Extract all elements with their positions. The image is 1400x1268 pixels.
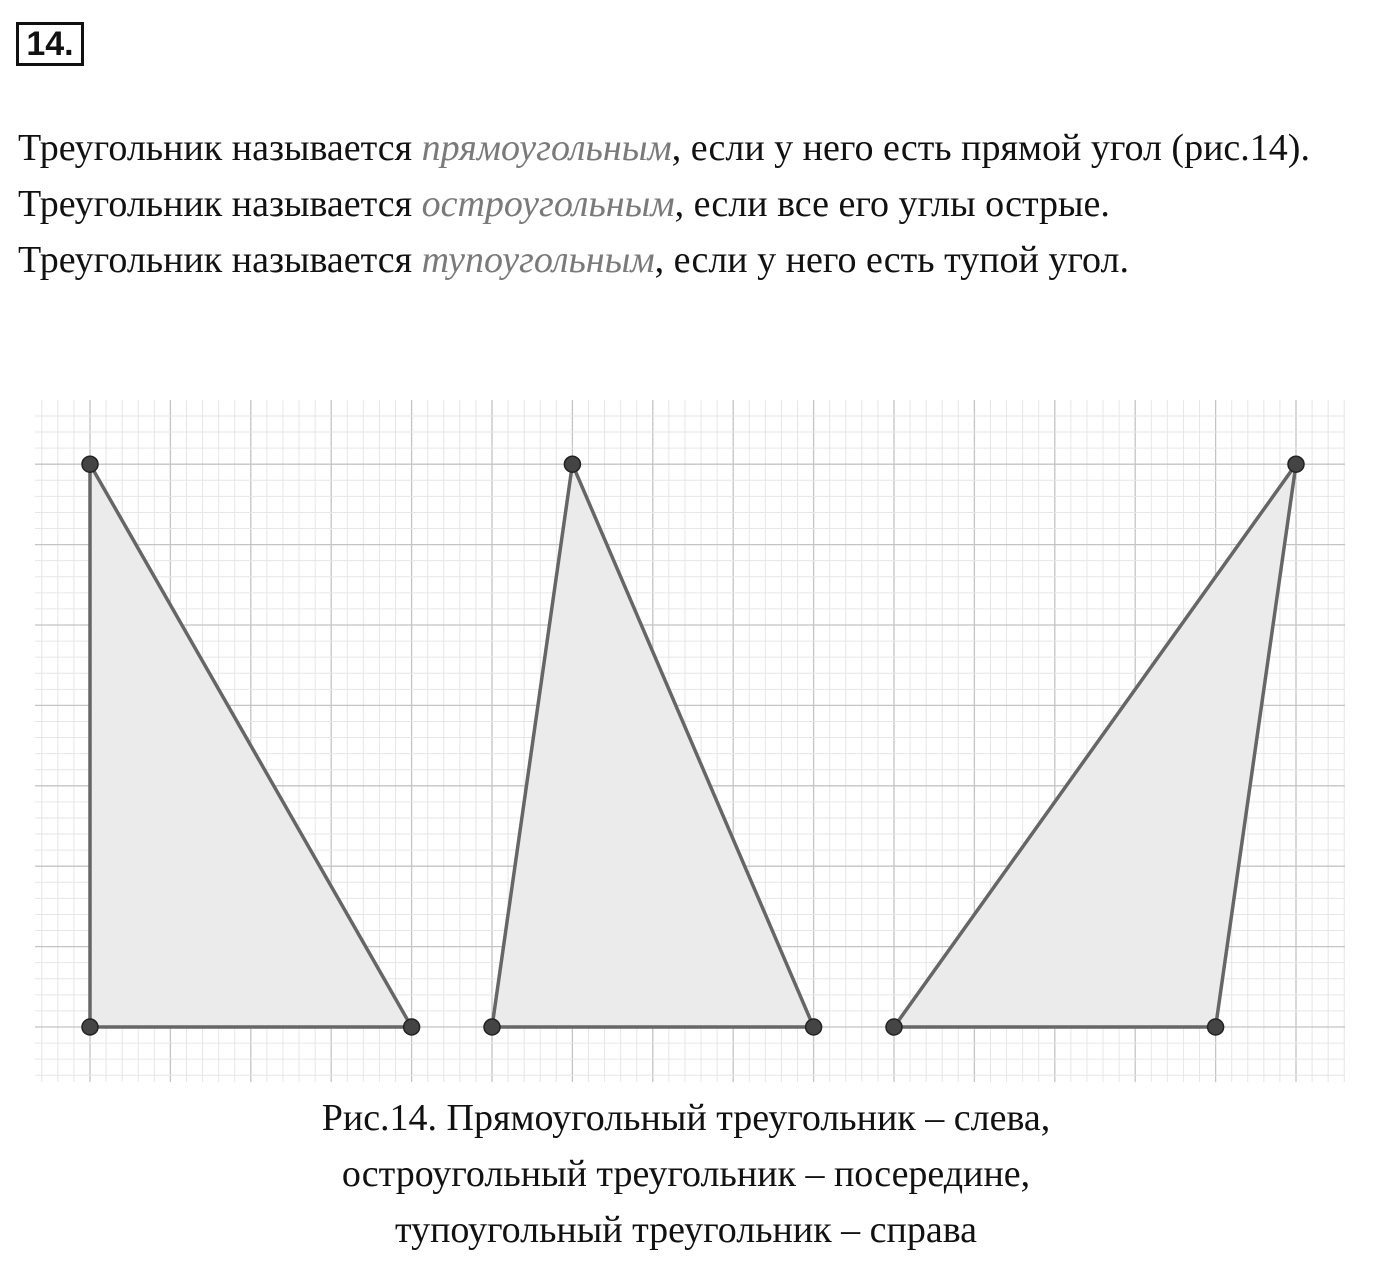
- definition-tail: , если у него есть прямой угол (рис.14).: [671, 127, 1310, 169]
- definition-obtuse-triangle: [18, 232, 1353, 288]
- definitions-text: [18, 120, 1353, 288]
- vertex-point: [886, 1019, 902, 1035]
- caption-line-1: Рис.14. Прямоугольный треугольник – слева,: [321, 1097, 1051, 1139]
- definition-lead: Треугольник называется: [18, 183, 422, 225]
- vertex-point: [484, 1019, 500, 1035]
- term-acute: остроугольным: [421, 183, 675, 225]
- definition-right-triangle: [18, 120, 1353, 176]
- figure-14: [0, 390, 1400, 1090]
- task-number-badge: 14.: [16, 22, 84, 66]
- vertex-point: [564, 456, 580, 472]
- vertex-point: [1208, 1019, 1224, 1035]
- definition-acute-triangle: [18, 176, 1353, 232]
- triangles-group: [82, 456, 1304, 1035]
- term-right: прямоугольным: [421, 127, 672, 169]
- definition-lead: Треугольник называется: [18, 127, 422, 169]
- vertex-point: [1288, 456, 1304, 472]
- definition-lead: Треугольник называется: [18, 239, 422, 281]
- vertex-point: [806, 1019, 822, 1035]
- triangle-obtuse: [894, 464, 1296, 1027]
- triangles-figure: [0, 390, 1400, 1090]
- vertex-point: [404, 1019, 420, 1035]
- definition-tail: , если у него есть тупой угол.: [654, 239, 1129, 281]
- definition-tail: , если все его углы острые.: [674, 183, 1110, 225]
- caption-line-2: остроугольный треугольник – посередине,: [341, 1153, 1031, 1195]
- term-obtuse: тупоугольным: [421, 239, 655, 281]
- caption-line-3: тупоугольный треугольник – справа: [394, 1209, 978, 1251]
- vertex-point: [82, 456, 98, 472]
- vertex-point: [82, 1019, 98, 1035]
- figure-caption: [0, 1090, 1372, 1258]
